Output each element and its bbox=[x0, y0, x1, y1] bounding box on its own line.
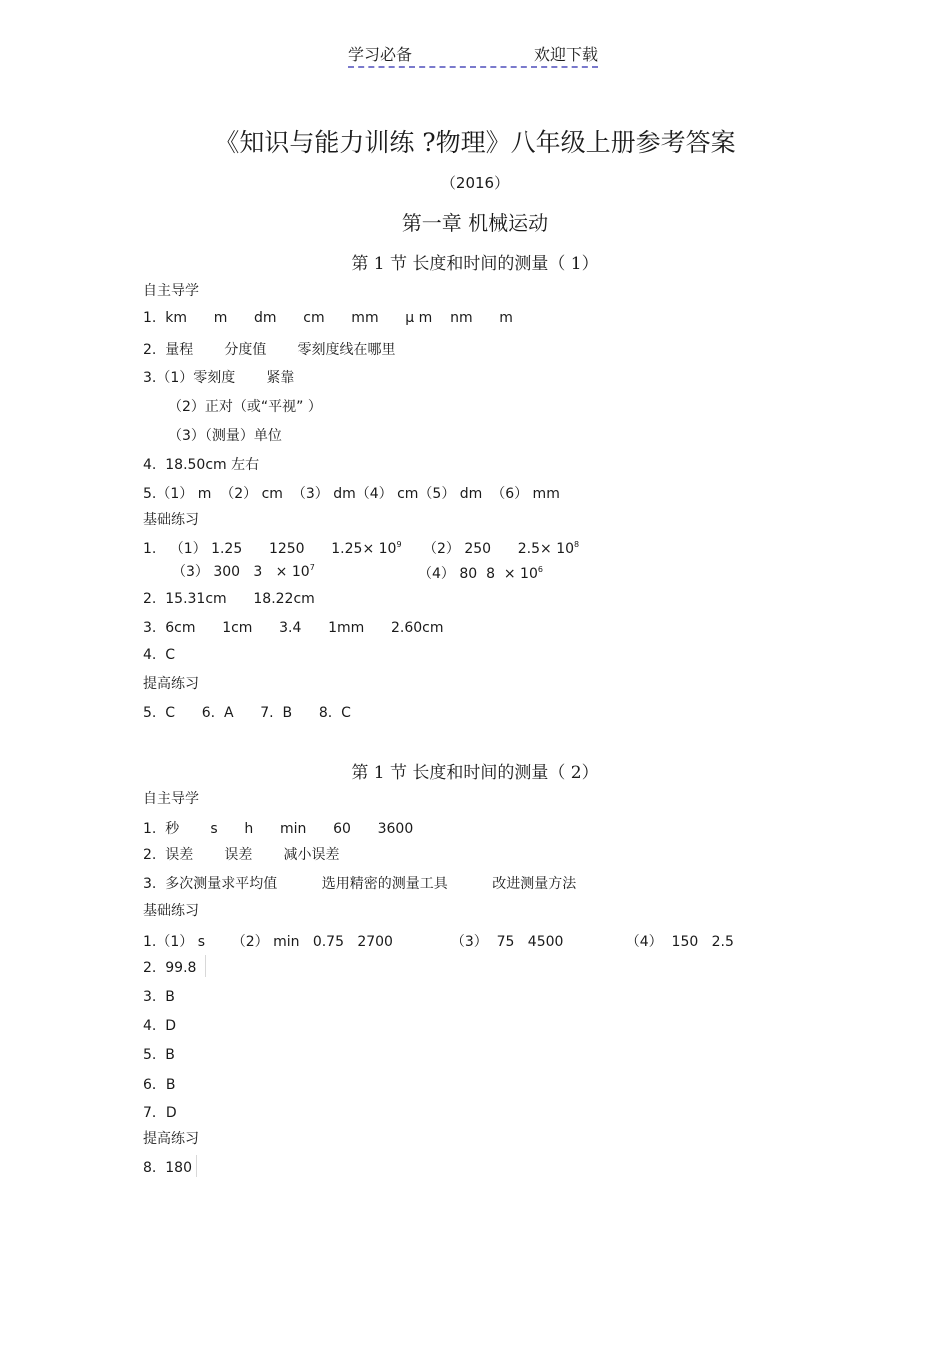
answer-line: （3）（测量）单位 bbox=[168, 428, 282, 444]
answer-line: 3.（1）零刻度 紧靠 bbox=[143, 370, 295, 386]
answer-line: 2. 量程 分度值 零刻度线在哪里 bbox=[143, 342, 396, 358]
section-label: 提高练习 bbox=[143, 676, 199, 692]
answer-line: 1. km m dm cm mm μ m nm m bbox=[143, 310, 513, 326]
answer-text: 1. （1） 1.25 1250 1.25× 10 bbox=[143, 541, 397, 557]
section-label: 自主导学 bbox=[143, 283, 199, 299]
answer-line: 7．D bbox=[143, 1105, 177, 1121]
exponent: 6 bbox=[537, 565, 543, 574]
section-heading: 第 1 节 长度和时间的测量（ 1） bbox=[351, 254, 599, 274]
exponent: 7 bbox=[309, 563, 315, 572]
document-title: 《知识与能力训练 ?物理》八年级上册参考答案 bbox=[214, 128, 736, 157]
chapter-title: 第一章 机械运动 bbox=[401, 211, 549, 235]
answer-line: 2. 99.8 bbox=[143, 960, 197, 976]
header-left: 学习必备 bbox=[348, 45, 413, 64]
section-label: 提高练习 bbox=[143, 1131, 199, 1147]
answer-line: 2. 误差 误差 减小误差 bbox=[143, 847, 340, 863]
section-label: 基础练习 bbox=[143, 512, 199, 528]
answer-line: 5. C 6. A 7. B 8. C bbox=[143, 705, 351, 721]
answer-line: （2）正对（或“平视” ） bbox=[168, 399, 322, 415]
answer-line: 4. 18.50cm 左右 bbox=[143, 457, 260, 473]
answer-text: （4） 80 8 × 10 bbox=[418, 566, 538, 582]
answer-line: 3. B bbox=[143, 989, 175, 1005]
document-year: （2016） bbox=[440, 174, 510, 192]
answer-text: （2） 250 2.5× 10 bbox=[423, 541, 575, 557]
answer-line bbox=[172, 561, 315, 581]
answer-line: 3. 6cm 1cm 3.4 1mm 2.60cm bbox=[143, 620, 444, 636]
answer-line: 5. B bbox=[143, 1047, 175, 1063]
page-header bbox=[348, 42, 598, 68]
answer-text: （3） 300 3 × 10 bbox=[172, 564, 310, 580]
answer-line: 4. C bbox=[143, 647, 176, 663]
exponent: 9 bbox=[396, 540, 402, 549]
section-heading: 第 1 节 长度和时间的测量（ 2） bbox=[351, 763, 599, 783]
exponent: 8 bbox=[574, 540, 580, 549]
answer-line bbox=[418, 563, 543, 583]
divider bbox=[205, 955, 206, 977]
answer-line: 2. 15.31cm 18.22cm bbox=[143, 591, 315, 607]
divider bbox=[196, 1155, 197, 1177]
answer-line: 5.（1） m （2） cm （3） dm（4） cm（5） dm （6） mm bbox=[143, 486, 560, 502]
section-label: 基础练习 bbox=[143, 903, 199, 919]
answer-line: 6．B bbox=[143, 1077, 176, 1093]
answer-line: 8. 180 bbox=[143, 1160, 192, 1176]
answer-line: 3. 多次测量求平均值 选用精密的测量工具 改进测量方法 bbox=[143, 876, 577, 892]
answer-line: 4. D bbox=[143, 1018, 177, 1034]
header-right: 欢迎下载 bbox=[533, 45, 598, 64]
answer-line: 1. 秒 s h min 60 3600 bbox=[143, 821, 414, 837]
answer-line: 1.（1） s （2） min 0.75 2700 （3） 75 4500 （4） 150 2.5 bbox=[143, 934, 734, 950]
answer-line bbox=[143, 538, 402, 558]
answer-line bbox=[423, 538, 579, 558]
section-label: 自主导学 bbox=[143, 791, 199, 807]
